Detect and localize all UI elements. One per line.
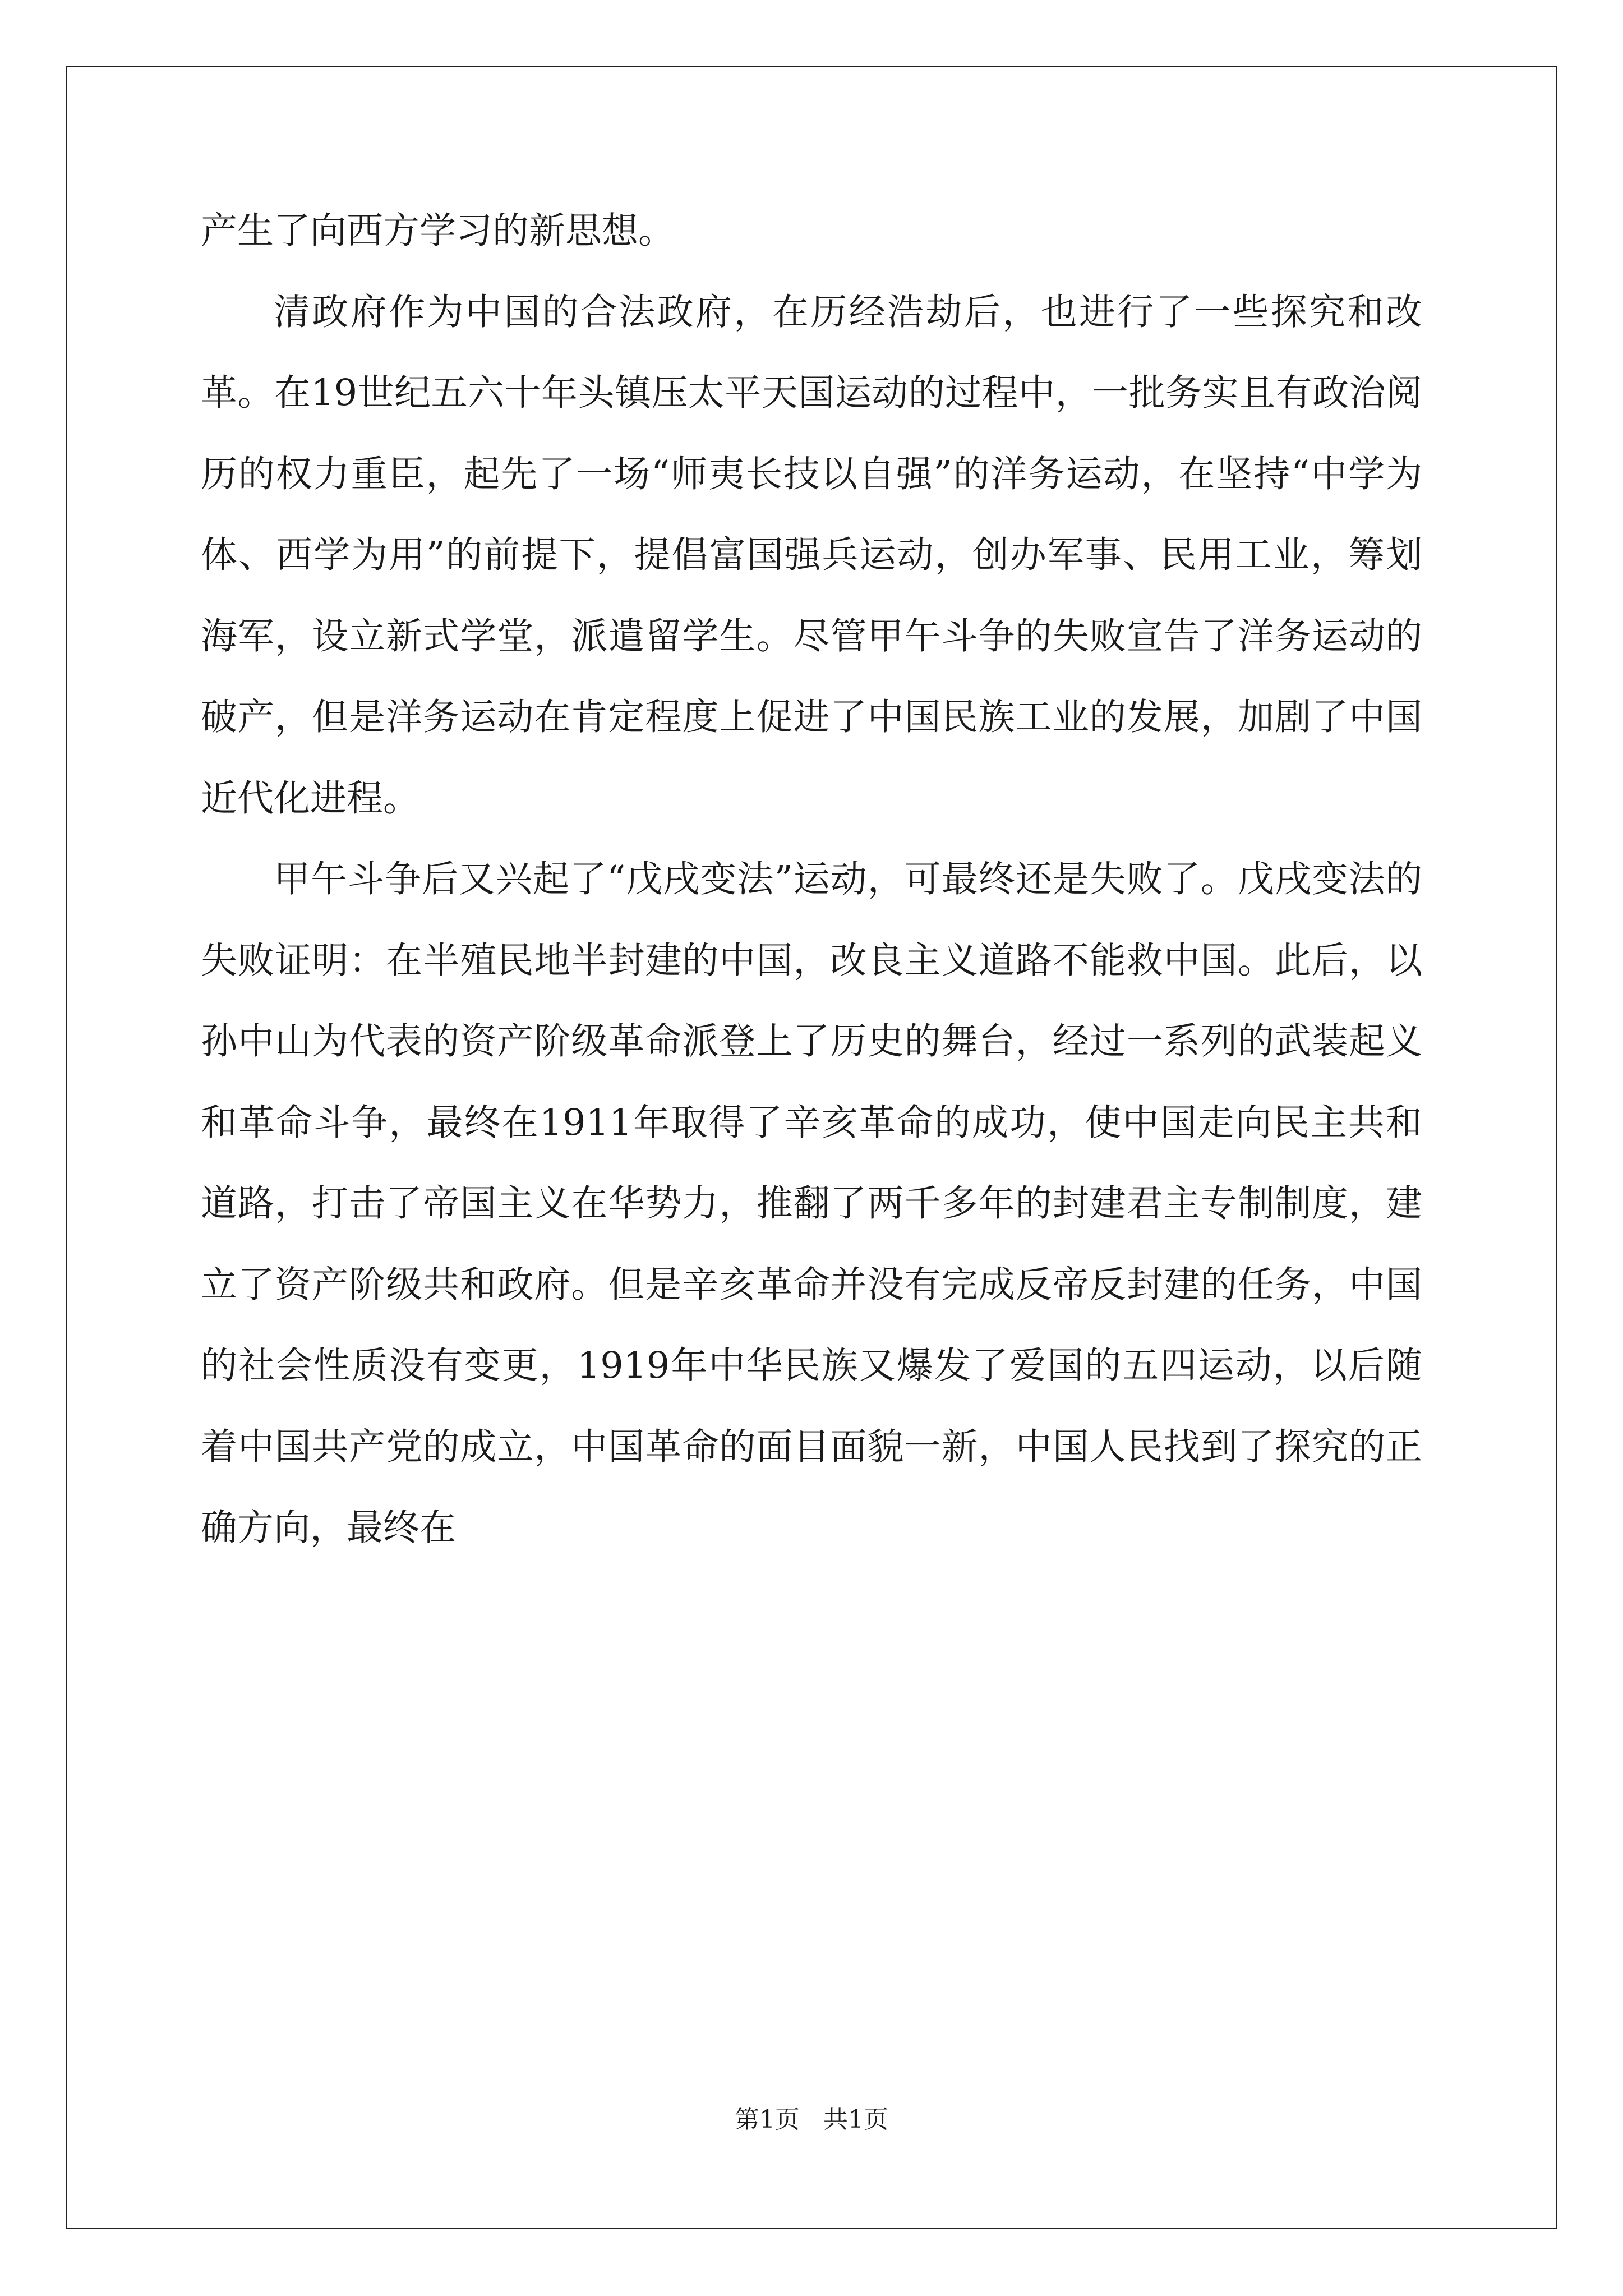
paragraph-1: 产生了向西方学习的新思想。	[201, 210, 675, 252]
paragraph-3: 甲午斗争后又兴起了“戊戌变法”运动，可最终还是失败了。戊戌变法的失败证明：在半殖民地半封建的中国，改良主义道路不能救中国。此后，以孙中山为代表的资产阶级革命派登上了历史的舞台，经过一系列的武装起义和革命斗争，最终在1911年取得了辛亥革命的成功，使中国走向民主共和道路，打击了帝国主义在华势力，推翻了两千多年的封建君主专制制度，建立了资产阶级共和政府。但是辛亥革命并没有完成反帝反封建的任务，中国的社会性质没有变更，1919年中华民族又爆发了爱国的五四运动，以后随着中国共产党的成立，中国革命的面目面貌一新，中国人民找到了探究的正确方向，最终在	[201, 858, 1422, 1549]
document-body	[201, 191, 1422, 1569]
paragraph-2: 清政府作为中国的合法政府，在历经浩劫后，也进行了一些探究和改革。在19世纪五六十年头镇压太平天国运动的过程中，一批务实且有政治阅历的权力重臣，起先了一场“师夷长技以自强”的洋务运动，在坚持“中学为体、西学为用”的前提下，提倡富国强兵运动，创办军事、民用工业，筹划海军，设立新式学堂，派遣留学生。尽管甲午斗争的失败宣告了洋务运动的破产，但是洋务运动在肯定程度上促进了中国民族工业的发展，加剧了中国近代化进程。	[201, 291, 1422, 820]
page-number-footer: 第1页 共1页	[735, 2105, 888, 2134]
